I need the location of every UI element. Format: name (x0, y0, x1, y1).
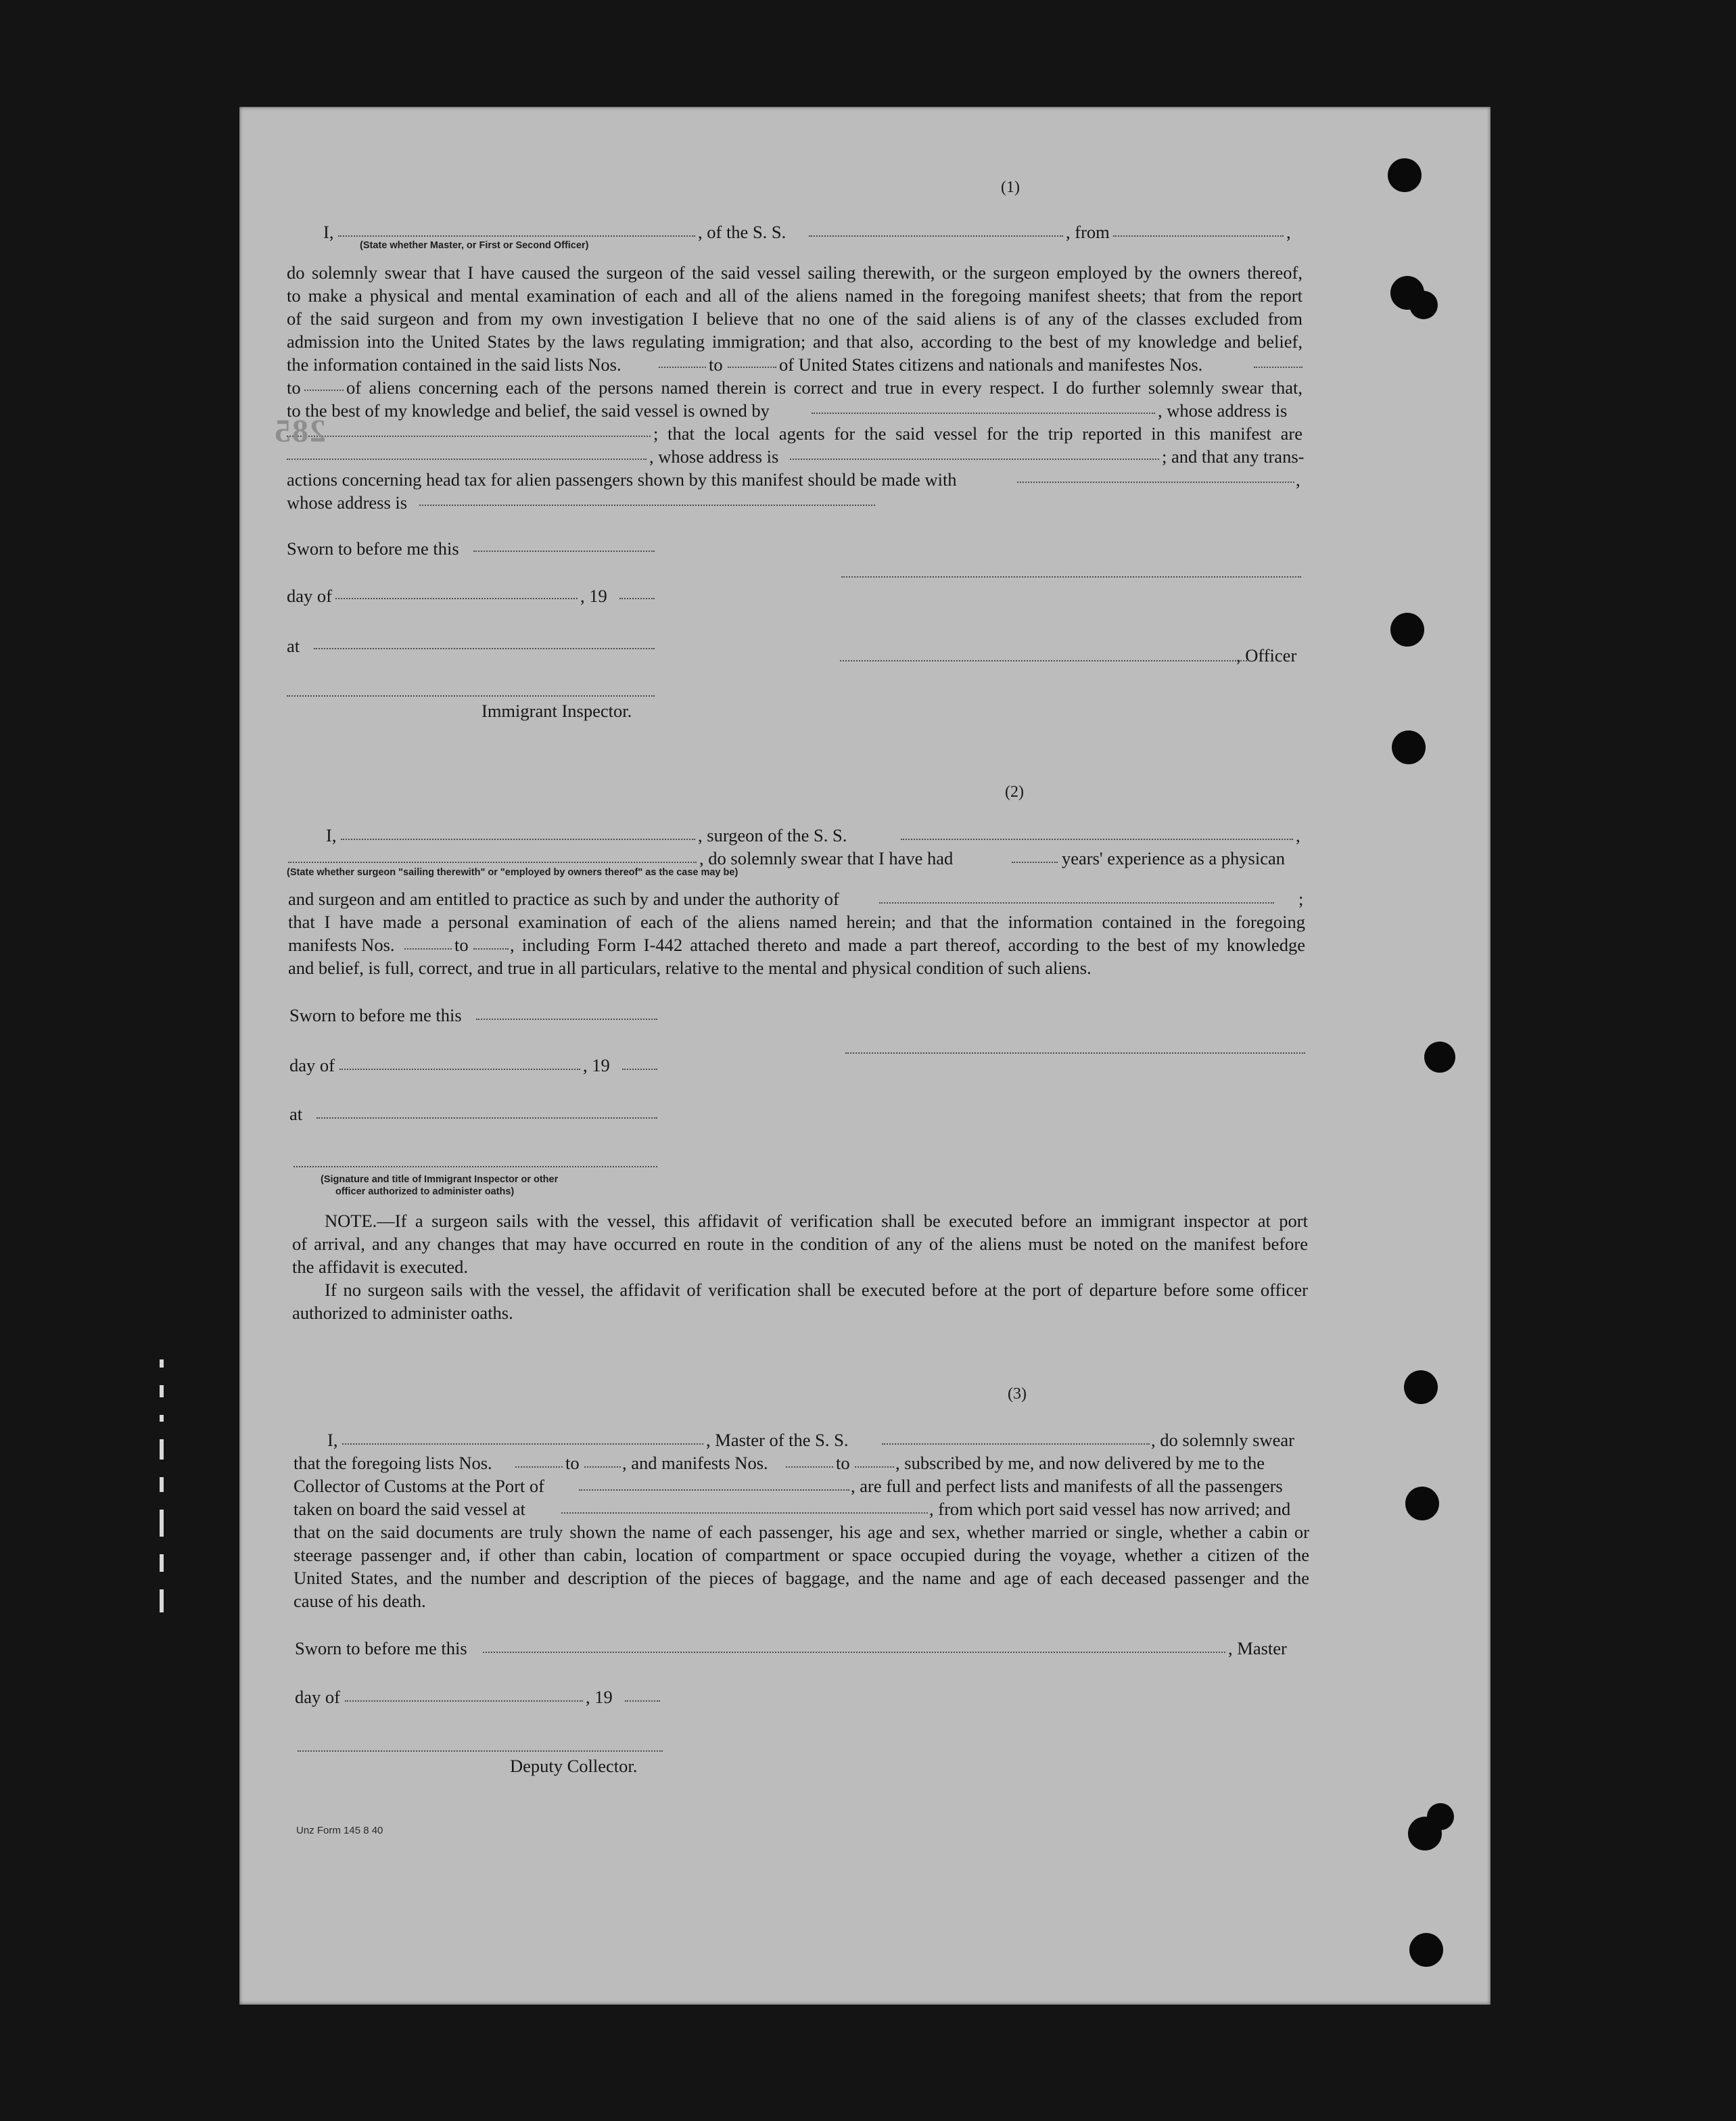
s1-p6b: of aliens concerning each of the persons named therein is correct and true in every respect. I do further solemnly swear that, (346, 377, 1303, 398)
s1-p10a: actions concerning head tax for alien passengers shown by this manifest should be made with (287, 469, 957, 490)
s3-l2e: , subscribed by me, and now delivered by me to the (895, 1453, 1265, 1473)
blank-authority (879, 902, 1274, 904)
s3-l2b: to (565, 1453, 580, 1473)
s3-l6: steerage passenger and, if other than cabin, location of compartment or space occupied during the voyage, whether a citizen of the (294, 1545, 1309, 1565)
blank-day-3 (345, 1700, 583, 1702)
note-3: the affidavit is executed. (292, 1257, 468, 1277)
blank-at-1 (314, 648, 655, 649)
s2-l5b: to (454, 935, 469, 955)
film-margin-marks (157, 1359, 166, 1792)
s3-master: , Master (1228, 1638, 1287, 1658)
blank-years (1012, 862, 1058, 863)
section-3-number: (3) (1008, 1385, 1027, 1403)
s1-p3: of the said surgeon and from my own investigation I believe that no one of the said aliens is of any of the classes excluded from (287, 308, 1303, 329)
s1-p5a: the information contained in the said lists Nos. (287, 354, 621, 375)
s3-l7: United States, and the number and description of the pieces of baggage, and the name and age of each deceased passenger and the (294, 1568, 1309, 1588)
officer-note: (State whether Master, or First or Second Officer) (360, 240, 589, 251)
s3-l1c: , do solemnly swear (1151, 1430, 1294, 1450)
s2-l2b: years' experience as a physican (1062, 848, 1285, 868)
note-2: of arrival, and any changes that may have occurred en route in the condition of any of the aliens must be noted on the manifest before (292, 1234, 1308, 1254)
s2-at: at (289, 1104, 303, 1124)
blank-head-tax-address (419, 505, 875, 506)
section-2-number: (2) (1005, 783, 1024, 801)
s1-p9b: ; and that any trans- (1162, 446, 1305, 467)
punch-hole (1427, 1803, 1454, 1830)
s1-p7a: to the best of my knowledge and belief, the said vessel is owned by (287, 400, 770, 421)
blank-surgeon-name (341, 839, 695, 840)
punch-hole (1409, 1933, 1443, 1967)
s1-p5b: to (709, 354, 723, 375)
blank-sworn-1 (473, 551, 655, 552)
note-5: authorized to administer oaths. (292, 1303, 513, 1323)
s3-l3b: , are full and perfect lists and manifests of all the passengers (851, 1476, 1283, 1496)
punch-hole (1424, 1042, 1455, 1073)
s1-officer: , Officer (1236, 645, 1297, 666)
blank-manifests-to (304, 390, 344, 391)
s2-l3b: ; (1298, 889, 1304, 909)
s1-p2: to make a physical and mental examination of each and all of the aliens named in the foregoing manifest sheets; that from the report (287, 285, 1303, 306)
s1-p7b: , whose address is (1158, 400, 1288, 421)
s3-l2c: , and manifests Nos. (622, 1453, 768, 1473)
blank-lists-to-3 (584, 1466, 621, 1468)
blank-manifests-from-3 (786, 1466, 833, 1468)
blank-surgeon-type (288, 862, 697, 863)
blank-manifests-to-3 (855, 1466, 894, 1468)
s2-day-of: day of (289, 1055, 335, 1075)
s3-day-of: day of (295, 1687, 340, 1707)
s3-year: , 19 (586, 1687, 613, 1707)
blank-lists-from-3 (515, 1466, 563, 1468)
blank-vessel (809, 235, 1063, 237)
s3-sworn: Sworn to before me this (295, 1638, 467, 1658)
s2-l3a: and surgeon and am entitled to practice as such by and under the authority of (288, 889, 839, 909)
form-id: Unz Form 145 8 40 (296, 1825, 383, 1836)
s1-p8: ; that the local agents for the said vessel for the trip reported in this manifest are (653, 423, 1303, 444)
blank-sworn-3 (483, 1652, 1225, 1653)
blank-port (579, 1489, 849, 1491)
blank-master-vessel (882, 1443, 1150, 1445)
blank-surgeon-vessel (901, 839, 1293, 840)
blank-master-name (342, 1443, 703, 1445)
s3-l1a: I, (327, 1430, 338, 1450)
officer-signature-line (840, 660, 1247, 661)
s3-l2a: that the foregoing lists Nos. (294, 1453, 492, 1473)
s2-l5a: manifests Nos. (288, 935, 395, 955)
s1-line1-end: , (1286, 222, 1291, 242)
blank-day-2 (339, 1069, 580, 1070)
s2-l5c: , including Form I-442 attached thereto and made a part thereof, according to the best of my knowledge (510, 935, 1305, 955)
s1-inspector: Immigrant Inspector. (482, 701, 632, 721)
s2-l2a: , do solemnly swear that I have had (699, 848, 954, 868)
s1-line1-ss: , of the S. S. (698, 222, 787, 242)
s1-day-of: day of (287, 586, 332, 606)
blank-taken-at (561, 1512, 928, 1514)
s3-deputy: Deputy Collector. (510, 1756, 638, 1776)
s3-l1b: , Master of the S. S. (706, 1430, 849, 1450)
s2-l6: and belief, is full, correct, and true in all particulars, relative to the mental and physical condition of such aliens. (288, 958, 1092, 978)
inspector-signature-line (287, 695, 655, 697)
section-1-number: (1) (1001, 179, 1020, 196)
blank-manifests-from-2 (404, 948, 452, 950)
blank-year-3 (625, 1700, 660, 1702)
deputy-signature-line (298, 1750, 663, 1752)
sig-note-1: (Signature and title of Immigrant Inspector or other (321, 1174, 559, 1185)
blank-year-2 (622, 1069, 657, 1070)
s2-l1a: I, (326, 825, 337, 845)
punch-hole (1390, 613, 1424, 647)
blank-day-1 (335, 598, 578, 599)
blank-officer (338, 235, 695, 237)
punch-hole (1405, 1487, 1439, 1520)
s3-l4a: taken on board the said vessel at (294, 1499, 525, 1519)
s3-l5: that on the said documents are truly shown the name of each passenger, his age and sex, whether married or single, whether a cabin or (294, 1522, 1309, 1542)
s1-p11: whose address is (287, 492, 408, 513)
s1-line1-start: I, (323, 222, 334, 242)
blank-at-2 (316, 1117, 657, 1119)
blank-owner-address (287, 436, 651, 437)
blank-from (1113, 235, 1284, 237)
blank-sworn-2 (476, 1019, 657, 1020)
note-1: NOTE.—If a surgeon sails with the vessel, this affidavit of verification shall be executed before an immigrant inspector at port (325, 1211, 1308, 1231)
blank-lists-to (728, 367, 776, 368)
blank-year-1 (619, 598, 655, 599)
s1-p4: admission into the United States by the laws regulating immigration; and that also, according to the best of my knowledge and belief, (287, 331, 1303, 352)
s1-p10b: , (1296, 469, 1300, 490)
blank-agents (287, 459, 647, 460)
s3-l3a: Collector of Customs at the Port of (294, 1476, 544, 1496)
signature-line-1 (841, 576, 1301, 578)
s1-p6a: to (287, 377, 301, 398)
signature-line-2 (845, 1052, 1305, 1054)
manifest-sheet (239, 107, 1491, 2005)
blank-head-tax (1017, 482, 1294, 483)
s2-l1b: , surgeon of the S. S. (698, 825, 847, 845)
faint-stamp: 285 (273, 413, 326, 449)
blank-manifests-from (1254, 367, 1303, 368)
s1-p1: do solemnly swear that I have caused the surgeon of the said vessel sailing therewith, or the surgeon employed by the owners thereof, (287, 262, 1303, 283)
s2-year: , 19 (583, 1055, 610, 1075)
s1-year: , 19 (580, 586, 607, 606)
s3-l2d: to (836, 1453, 850, 1473)
surgeon-note: (State whether surgeon "sailing therewith" or "employed by owners thereof" as the case may be) (287, 867, 738, 878)
s1-at: at (287, 636, 300, 656)
punch-hole (1409, 291, 1438, 319)
punch-hole (1388, 158, 1422, 192)
note-4: If no surgeon sails with the vessel, the affidavit of verification shall be executed before at the port of departure before some officer (325, 1280, 1308, 1300)
s3-l8: cause of his death. (294, 1591, 426, 1611)
blank-manifests-to-2 (473, 948, 509, 950)
inspector-signature-line-2 (294, 1166, 657, 1167)
blank-lists-from (659, 367, 706, 368)
s2-l4: that I have made a personal examination of each of the aliens named herein; and that the information contained in the foregoing (288, 912, 1305, 932)
s2-l1c: , (1296, 825, 1300, 845)
s3-l4b: , from which port said vessel has now arrived; and (929, 1499, 1291, 1519)
s2-sworn: Sworn to before me this (289, 1005, 462, 1025)
sig-note-2: officer authorized to administer oaths) (335, 1186, 515, 1197)
punch-hole (1392, 730, 1426, 764)
s1-p5c: of United States citizens and nationals and manifestes Nos. (779, 354, 1203, 375)
s1-sworn: Sworn to before me this (287, 538, 459, 559)
punch-hole (1404, 1370, 1438, 1404)
blank-owner (812, 413, 1155, 414)
blank-agents-address (790, 459, 1159, 460)
s1-line1-from: , from (1066, 222, 1110, 242)
s1-p9a: , whose address is (649, 446, 779, 467)
